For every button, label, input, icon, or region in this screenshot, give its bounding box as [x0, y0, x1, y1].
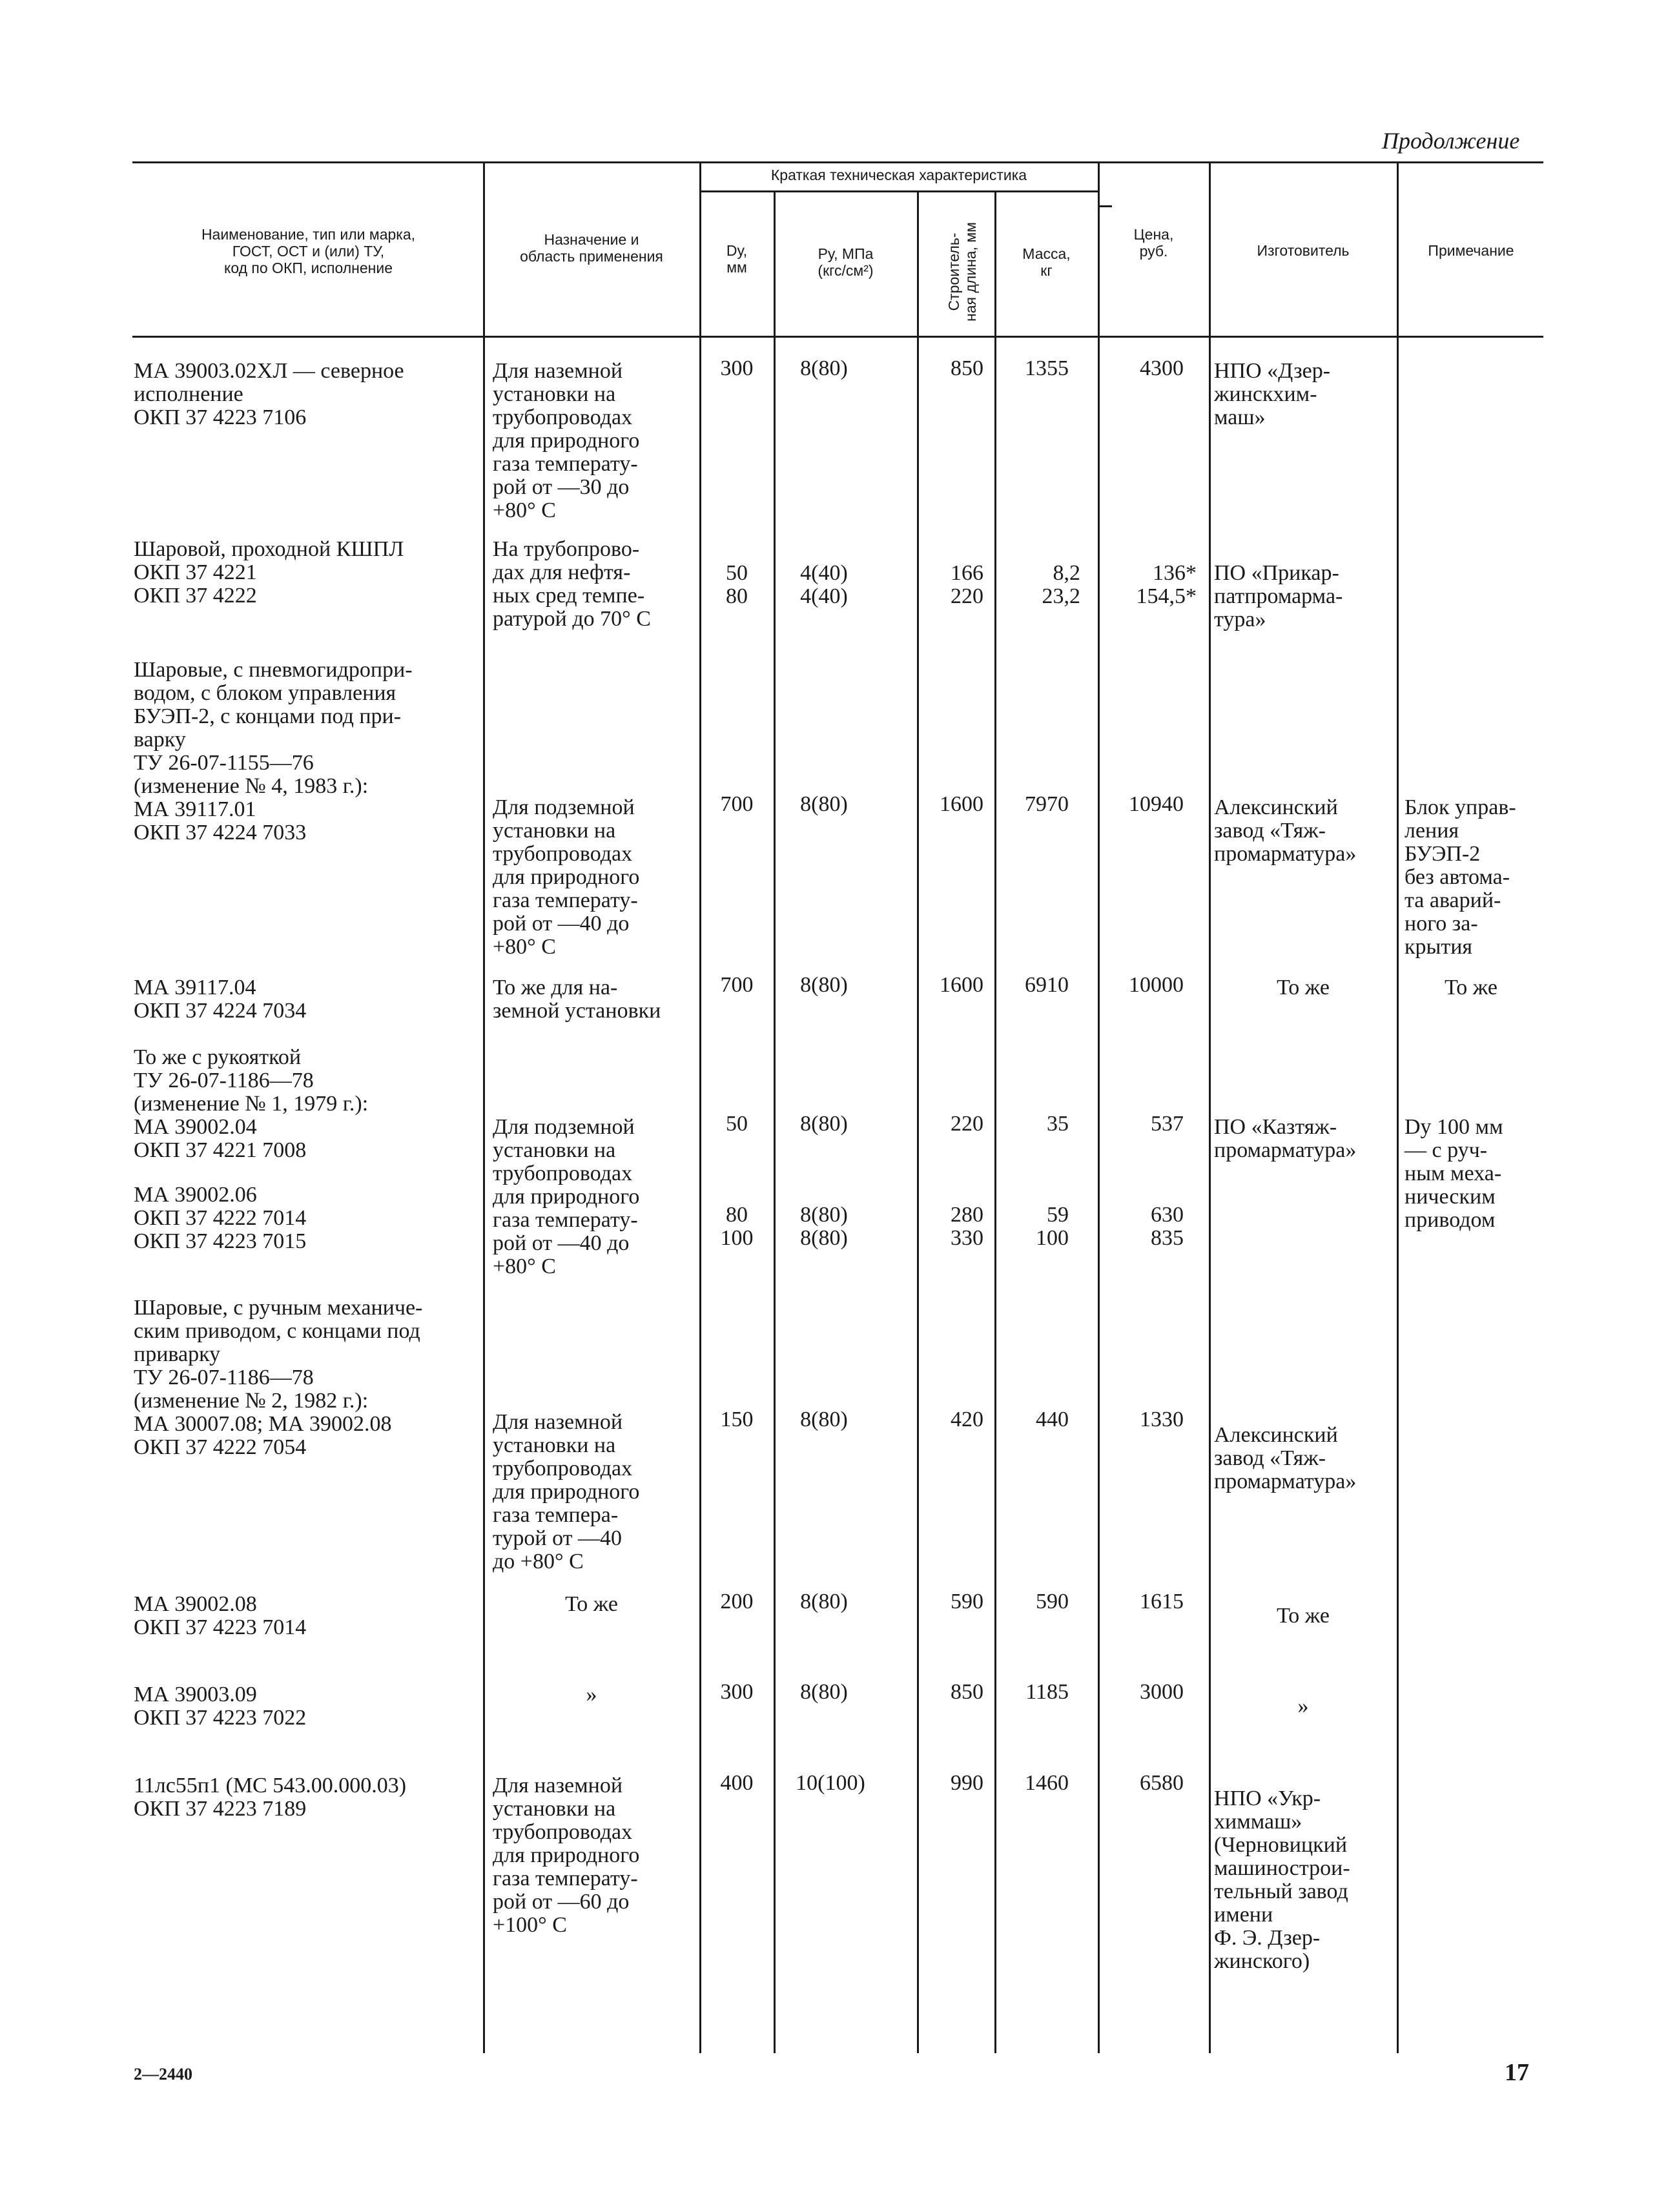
row-6-purpose: Для наземной установки на трубопроводах для природного газа темпера- турой от —40 до +80° С [493, 1410, 640, 1573]
row-8-maker: » [1297, 1694, 1309, 1718]
col-divider-8 [1397, 161, 1399, 2053]
row-9-name: 11лс55п1 (МС 543.00.000.03) ОКП 37 4223 7189 [134, 1774, 407, 1821]
row-8-len: 850 [951, 1680, 983, 1704]
row-7-dy: 200 [720, 1590, 754, 1613]
col-divider-6 [1098, 161, 1100, 2053]
row-0-price: 4300 [1140, 356, 1184, 380]
row-1-dy: 50 80 [726, 561, 748, 608]
row-4-mass: 35 [1047, 1112, 1069, 1136]
header-bottom-rule [132, 336, 1543, 338]
row-2-py: 8(80) [800, 792, 848, 816]
row-4-maker: ПО «Казтяж- промарматура» [1214, 1115, 1357, 1162]
row-7-maker: То же [1277, 1604, 1330, 1628]
row-1-py: 4(40) 4(40) [800, 561, 848, 608]
row-4-py: 8(80) [800, 1112, 848, 1136]
row-1-len: 166 220 [951, 561, 983, 608]
header-note: Примечание [1428, 242, 1514, 259]
row-0-mass: 1355 [1025, 356, 1069, 380]
row-7-py: 8(80) [800, 1590, 848, 1613]
row-0-name: МА 39003.02ХЛ — северное исполнение ОКП 37 4223 7106 [134, 359, 404, 429]
row-1-name: Шаровой, проходной КШПЛ ОКП 37 4221 ОКП 37 4222 [134, 537, 404, 608]
row-3-name: МА 39117.04 ОКП 37 4224 7034 [134, 976, 307, 1023]
row-5-dy: 80 100 [720, 1203, 754, 1250]
row-5-price: 630 835 [1151, 1203, 1184, 1250]
header-py: Pу, МПа (кгс/см²) [818, 245, 874, 279]
row-1-purpose: На трубопрово- дах для нефтя- ных сред темпе- ратурой до 70° С [493, 537, 651, 631]
row-9-maker: НПО «Укр- химмаш» (Черновицкий машинострои- тельный завод имени Ф. Э. Дзер- жинского) [1214, 1787, 1350, 1973]
header-price: Цена, руб. [1133, 226, 1174, 260]
row-0-len: 850 [951, 356, 983, 380]
row-6-mass: 440 [1036, 1408, 1069, 1431]
row-7-price: 1615 [1140, 1590, 1184, 1613]
row-3-price: 10000 [1129, 973, 1184, 997]
row-4-len: 220 [951, 1112, 983, 1136]
row-2-price: 10940 [1129, 792, 1184, 816]
header-dy: Dу, мм [726, 242, 748, 276]
row-4-name: То же с рукояткой ТУ 26-07-1186—78 (изменение № 1, 1979 г.): МА 39002.04 ОКП 37 4221 7008 [134, 1045, 369, 1162]
row-2-mass: 7970 [1025, 792, 1069, 816]
row-2-name: Шаровые, с пневмогидропри- водом, с блоком управления БУЭП-2, с концами под при- варку ТУ 26-07-1155—76 (изменение № 4, 1983 г.): МА 39117.01 ОКП 37 4224 7033 [134, 658, 413, 845]
col-divider-1 [483, 161, 485, 2053]
row-3-note: То же [1445, 976, 1497, 999]
row-6-len: 420 [951, 1408, 983, 1431]
row-0-maker: НПО «Дзер- жинскхим- маш» [1214, 359, 1331, 429]
row-4-price: 537 [1151, 1112, 1184, 1136]
header-maker: Изготовитель [1257, 242, 1350, 259]
row-3-dy: 700 [720, 973, 754, 997]
price-header-rule [1098, 205, 1112, 207]
row-2-dy: 700 [720, 792, 754, 816]
row-6-maker: Алексинский завод «Тяж- промарматура» [1214, 1423, 1357, 1493]
row-4-purpose: Для подземной установки на трубопроводах для природного газа температу- рой от —40 до +80° С [493, 1115, 640, 1278]
row-3-len: 1600 [940, 973, 983, 997]
row-6-price: 1330 [1140, 1408, 1184, 1431]
row-6-name: Шаровые, с ручным механиче- ским приводом, с концами под приварку ТУ 26-07-1186—78 (изменение № 2, 1982 г.): МА 30007.08; МА 39002.08 ОКП 37 4222 7054 [134, 1296, 423, 1459]
page-number: 17 [1505, 2059, 1529, 2086]
row-0-dy: 300 [720, 356, 754, 380]
row-8-dy: 300 [720, 1680, 754, 1704]
row-5-py: 8(80) 8(80) [800, 1203, 848, 1250]
row-8-py: 8(80) [800, 1680, 848, 1704]
row-8-price: 3000 [1140, 1680, 1184, 1704]
row-7-mass: 590 [1036, 1590, 1069, 1613]
row-9-len: 990 [951, 1771, 983, 1795]
row-9-py: 10(100) [796, 1771, 865, 1795]
row-6-py: 8(80) [800, 1408, 848, 1431]
header-length: Строитель- ная длина, мм [945, 222, 979, 322]
header-name: Наименование, тип или марка, ГОСТ, ОСТ и (или) ТУ, код по ОКП, исполнение [201, 226, 416, 276]
row-5-name: МА 39002.06 ОКП 37 4222 7014 ОКП 37 4223 7015 [134, 1183, 307, 1253]
row-8-name: МА 39003.09 ОКП 37 4223 7022 [134, 1683, 307, 1730]
row-9-price: 6580 [1140, 1771, 1184, 1795]
row-7-purpose: То же [565, 1592, 618, 1616]
header-mass: Масса, кг [1022, 245, 1071, 279]
row-0-py: 8(80) [800, 356, 848, 380]
row-4-dy: 50 [726, 1112, 748, 1136]
tech-group-rule [699, 190, 1098, 192]
row-3-py: 8(80) [800, 973, 848, 997]
row-3-maker: То же [1277, 976, 1330, 999]
row-1-maker: ПО «Прикар- патпромарма- тура» [1214, 561, 1343, 631]
col-divider-7 [1209, 161, 1211, 2053]
row-3-purpose: То же для на- земной установки [493, 976, 661, 1023]
row-7-name: МА 39002.08 ОКП 37 4223 7014 [134, 1592, 307, 1639]
row-9-dy: 400 [720, 1771, 754, 1795]
row-1-price: 136* 154,5* [1136, 561, 1197, 608]
col-divider-2 [699, 161, 701, 2053]
row-8-mass: 1185 [1025, 1680, 1069, 1704]
continuation-label: Продолжение [1382, 128, 1520, 154]
header-purpose: Назначение и область применения [520, 231, 663, 265]
footer-code: 2—2440 [134, 2065, 192, 2084]
row-6-dy: 150 [720, 1408, 754, 1431]
row-2-maker: Алексинский завод «Тяж- промарматура» [1214, 795, 1357, 866]
header-tech-group-label: Краткая техническая характеристика [770, 167, 1027, 183]
row-5-mass: 59 100 [1036, 1203, 1069, 1250]
row-7-len: 590 [951, 1590, 983, 1613]
table-top-rule [132, 161, 1543, 163]
row-2-purpose: Для подземной установки на трубопроводах для природного газа температу- рой от —40 до +80° С [493, 795, 640, 959]
row-9-purpose: Для наземной установки на трубопроводах для природного газа температу- рой от —60 до +100° С [493, 1774, 640, 1937]
row-4-note: Dу 100 мм — с руч- ным меха- ническим приводом [1404, 1115, 1503, 1232]
row-9-mass: 1460 [1025, 1771, 1069, 1795]
row-1-mass: 8,2 23,2 [1042, 561, 1080, 608]
row-8-purpose: » [586, 1683, 597, 1706]
row-3-mass: 6910 [1025, 973, 1069, 997]
row-0-purpose: Для наземной установки на трубопроводах для природного газа температу- рой от —30 до +80° С [493, 359, 640, 522]
row-5-len: 280 330 [951, 1203, 983, 1250]
row-2-note: Блок управ- ления БУЭП-2 без автома- та аварий- ного за- крытия [1404, 795, 1516, 959]
row-2-len: 1600 [940, 792, 983, 816]
